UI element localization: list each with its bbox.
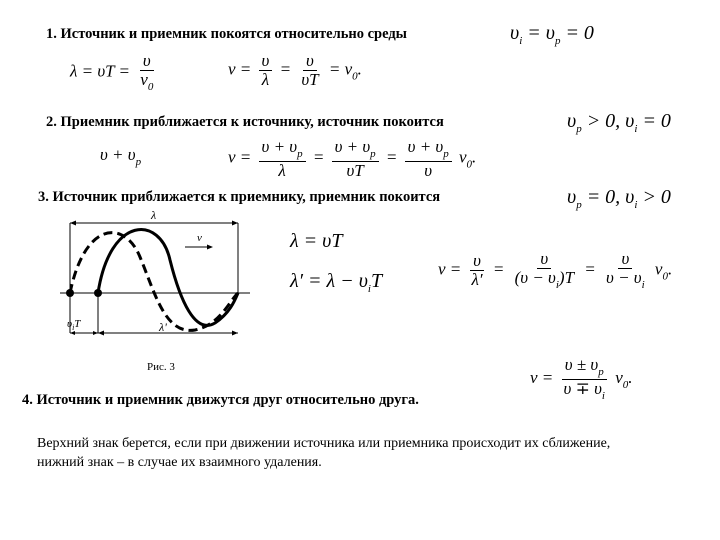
formula-lambda-3: λ = υT [290,230,343,252]
formula-nu-4: ν = $\frac{\upsilon \pm \upsilon_p}{\upsilon \mp \upsilon_i}$ $\nu_0$. [530,355,633,402]
section-2-heading: 2. Приемник приближается к источнику, источник покоится [46,114,444,130]
vt-label: $\upsilon_iT$ [67,318,81,332]
velocity-label: v [197,232,202,244]
formula-lambda-prime-3: $\lambda' = \lambda - \upsilon_iT$ [290,270,383,295]
formula-lambda-1: λ = υT = $\frac{\upsilon}{\nu_0}$ [70,51,154,93]
section-4-heading: 4. Источник и приемник движутся друг относительно друга. [22,392,419,408]
section-3-heading: 3. Источник приближается к приемнику, приемник покоится [38,189,441,205]
section-1-heading: 1. Источник и приемник покоятся относительно среды [46,26,407,42]
formula-nu-3: ν = $\frac{\upsilon}{\lambda'}$ = $\frac{\upsilon}{(\upsilon - \upsilon_i)T}$ = $\frac{\upsilon}{\upsilon - \upsilon_i}$ $\nu_0$. [438,249,673,291]
figure-caption: Рис. 3 [147,361,175,373]
wave-dashed [70,233,238,331]
source-point-1 [66,289,74,297]
formula-condition-2: $\upsilon_p > 0$, $\upsilon_i = 0$ [567,110,671,135]
formula-sum-2: $\upsilon + \upsilon_p$ [100,145,142,168]
lambda-prime-label: λ' [159,320,167,334]
wave-solid [98,230,238,326]
formula-nu-1: ν = $\frac{\upsilon}{\lambda}$ = $\frac{\upsilon}{\upsilon T}$ = $\nu_0$. [228,51,362,89]
lambda-label: λ [151,208,157,222]
wave-diagram [55,205,255,370]
formula-condition-3: $\upsilon_p = 0$, $\upsilon_i > 0$ [567,186,671,211]
source-point-2 [94,289,102,297]
note-paragraph: Верхний знак берется, если при движении источника или приемника происходит их сближение, нижний знак – в случае их взаимного удаления. [37,436,611,470]
formula-condition-1: $\upsilon_i = \upsilon_p = 0$ [510,22,594,47]
formula-nu-2: ν = $\frac{\upsilon + \upsilon_p}{\lambda}$ = $\frac{\upsilon + \upsilon_p}{\upsilon T}$ = $\frac{\upsilon + \upsilon_p}{\upsilon}$ $\nu_0$. [228,137,477,180]
